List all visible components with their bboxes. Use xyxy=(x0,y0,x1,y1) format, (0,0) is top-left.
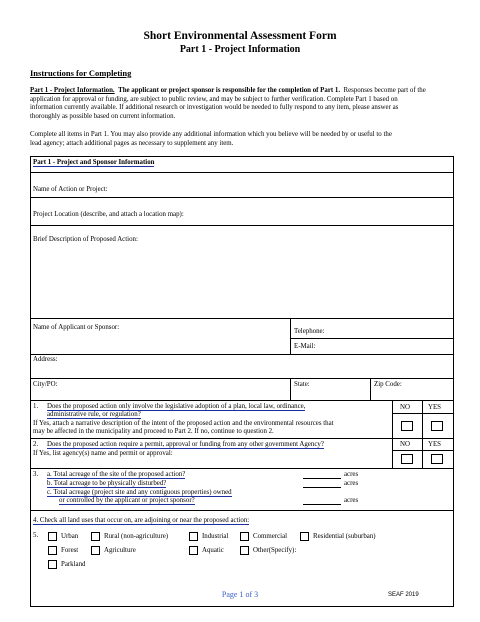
q5-number: 5. xyxy=(33,532,39,539)
parkland-checkbox[interactable] xyxy=(48,560,57,569)
q2-yes-checkbox[interactable] xyxy=(431,454,443,464)
part1-label: Part 1 - Project Information. xyxy=(30,87,115,94)
divider xyxy=(30,510,454,511)
address-field[interactable]: Address: xyxy=(33,356,58,363)
divider xyxy=(30,197,454,198)
divider xyxy=(30,225,454,226)
page-number: Page 1 of 3 xyxy=(221,590,259,599)
q4-text: 4. Check all land uses that occur on, are adjoining or near the proposed action: xyxy=(33,517,250,524)
parkland-label: Parkland xyxy=(61,561,86,568)
p2-line1: Complete all items in Part 1. You may also provide any additional information which you believe will be needed by or useful to the xyxy=(30,131,392,138)
divider xyxy=(392,438,393,468)
divider xyxy=(30,318,454,319)
urban-label: Urban xyxy=(61,533,79,540)
industrial-checkbox[interactable] xyxy=(189,532,198,541)
state-field[interactable]: State: xyxy=(294,381,310,388)
divider xyxy=(30,354,454,355)
aquatic-label: Aquatic xyxy=(202,547,224,554)
city-field[interactable]: City/PO: xyxy=(33,381,58,388)
forest-label: Forest xyxy=(61,547,79,554)
residential-checkbox[interactable] xyxy=(300,532,309,541)
other-checkbox[interactable] xyxy=(240,546,249,555)
form-code: SEAF 2019 xyxy=(388,592,419,598)
divider xyxy=(290,338,454,339)
brief-description-field[interactable]: Brief Description of Proposed Action: xyxy=(33,236,138,243)
commercial-checkbox[interactable] xyxy=(240,532,249,541)
residential-label: Residential (suburban) xyxy=(313,533,376,540)
q1-no-header: NO xyxy=(400,404,410,411)
divider xyxy=(30,400,454,401)
divider xyxy=(30,378,454,379)
divider xyxy=(392,413,454,414)
industrial-label: Industrial xyxy=(202,533,229,540)
q2-line2: If Yes, list agency(s) name and permit or approval: xyxy=(33,450,173,457)
divider xyxy=(422,400,423,438)
other-label: Other(Specify): xyxy=(253,547,297,554)
instructions-paragraph-1 xyxy=(30,87,454,121)
forest-checkbox[interactable] xyxy=(48,546,57,555)
q3-number: 3. xyxy=(33,471,39,478)
divider xyxy=(392,450,454,451)
applicant-name-field[interactable]: Name of Applicant or Sponsor: xyxy=(33,324,120,331)
q3c-acres-label: acres xyxy=(344,497,359,504)
aquatic-checkbox[interactable] xyxy=(189,546,198,555)
zip-field[interactable]: Zip Code: xyxy=(374,381,402,388)
q2-no-header: NO xyxy=(400,441,410,448)
p1-line1: Responses become part of the xyxy=(343,87,426,94)
part1-bold-text: The applicant or project sponsor is responsible for the completion of Part 1. xyxy=(118,87,341,94)
q1-number: 1. xyxy=(33,403,39,410)
agriculture-checkbox[interactable] xyxy=(91,546,100,555)
divider xyxy=(30,468,454,469)
divider xyxy=(290,378,291,400)
q1-line3: If Yes, attach a narrative description of the intent of the proposed action and the environmental resources that xyxy=(33,420,334,427)
p2-line2: lead agency; attach additional pages as necessary to supplement any item. xyxy=(30,139,234,147)
divider xyxy=(392,400,393,438)
q3b-acres-input[interactable] xyxy=(303,487,341,488)
q1-yes-header: YES xyxy=(428,404,442,411)
q1-line2: administrative rule, or regulation? xyxy=(47,411,141,418)
telephone-field[interactable]: Telephone: xyxy=(294,328,325,335)
instructions-heading: Instructions for Completing xyxy=(30,68,132,78)
p1-line2: application for approval or funding, are subject to public review, and may be subject to further verification. Complete Part 1 based on xyxy=(30,95,398,103)
agriculture-label: Agriculture xyxy=(104,547,136,554)
divider xyxy=(290,318,291,354)
q3b-acres-label: acres xyxy=(344,480,359,487)
section-title: Part 1 - Project and Sponsor Information xyxy=(33,159,155,166)
commercial-label: Commercial xyxy=(253,533,288,540)
p1-line3: information currently available. If additional research or investigation would be needed to fully respond to any item, please answer as xyxy=(30,104,399,112)
q2-line1: Does the proposed action require a permit, approval or funding from any other government Agency? xyxy=(47,441,324,448)
q3c-acres-input[interactable] xyxy=(303,504,341,505)
divider xyxy=(30,438,454,439)
q1-line1: Does the proposed action only involve the legislative adoption of a plan, local law, ordinance, xyxy=(47,403,306,410)
project-location-field[interactable]: Project Location (describe, and attach a location map): xyxy=(33,211,184,218)
q3a: a. Total acreage of the site of the proposed action? xyxy=(47,471,186,478)
q1-line4: may be affected in the municipality and proceed to Part 2. If no, continue to question 2. xyxy=(33,428,274,435)
q3a-acres-input[interactable] xyxy=(303,478,341,479)
q3a-acres-label: acres xyxy=(344,471,359,478)
q3c-line1: c. Total acreage (project site and any contiguous properties) owned xyxy=(47,489,232,496)
p1-line4: thoroughly as possible based on current information. xyxy=(30,112,176,120)
q3c-line2: or controlled by the applicant or project sponsor? xyxy=(59,497,195,504)
urban-checkbox[interactable] xyxy=(48,532,57,541)
q1-yes-checkbox[interactable] xyxy=(431,421,443,431)
divider xyxy=(30,172,454,173)
q2-yes-header: YES xyxy=(428,441,442,448)
rural-checkbox[interactable] xyxy=(91,532,100,541)
form-title: Short Environmental Assessment Form xyxy=(143,30,337,42)
divider xyxy=(370,378,371,400)
email-field[interactable]: E-Mail: xyxy=(294,343,316,350)
divider xyxy=(422,438,423,468)
instructions-paragraph-2 xyxy=(30,131,454,148)
q2-number: 2. xyxy=(33,441,39,448)
q1-no-checkbox[interactable] xyxy=(401,421,413,431)
name-of-action-field[interactable]: Name of Action or Project: xyxy=(33,186,108,193)
q2-no-checkbox[interactable] xyxy=(401,454,413,464)
form-subtitle: Part 1 - Project Information xyxy=(179,44,301,55)
rural-label: Rural (non-agriculture) xyxy=(104,533,169,540)
q3b: b. Total acreage to be physically disturbed? xyxy=(47,480,167,487)
